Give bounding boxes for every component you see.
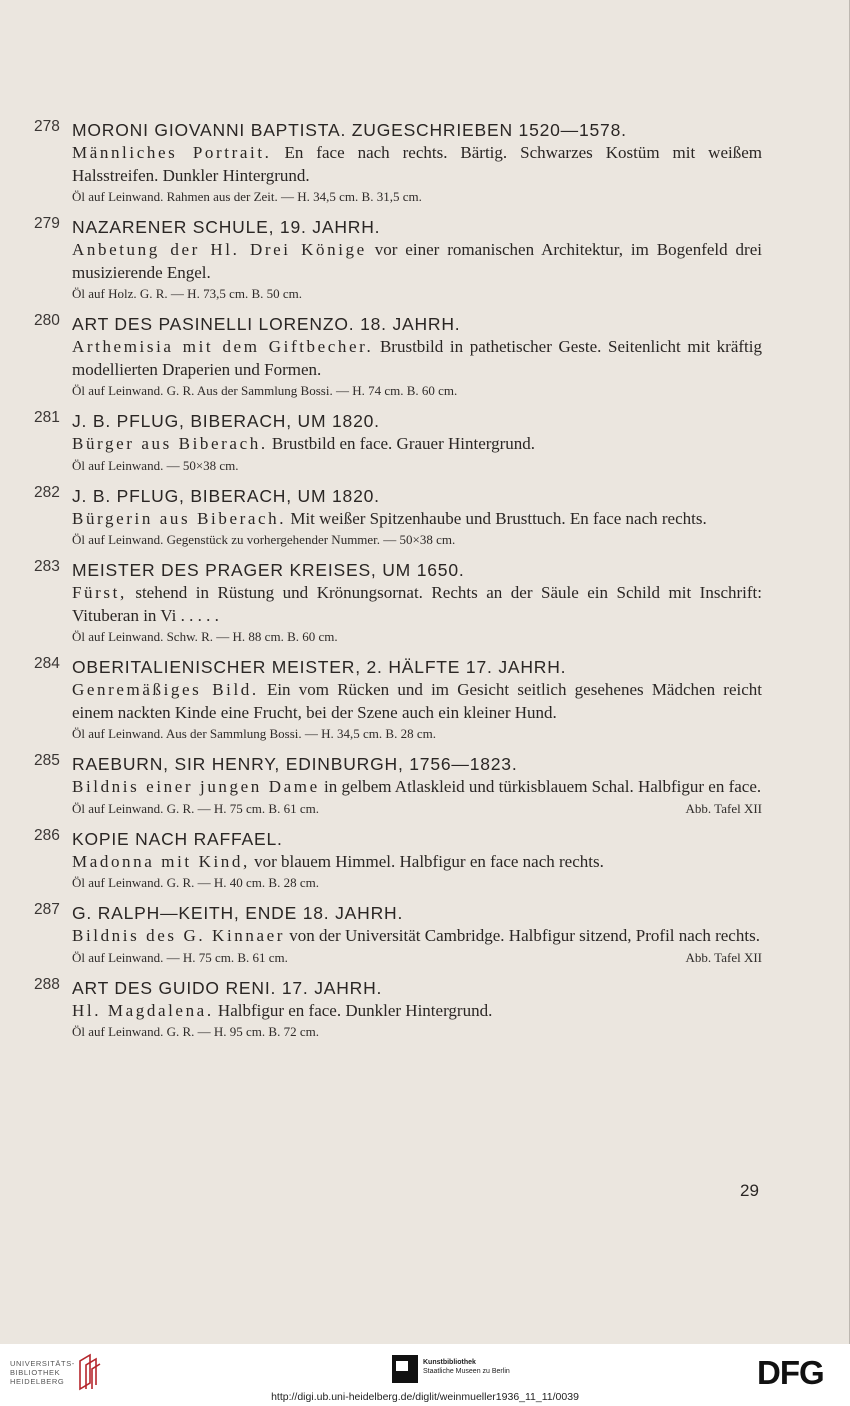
catalog-entry [34,409,762,475]
entry-heading: KOPIE NACH RAFFAEL. [72,828,283,849]
technique-text: Öl auf Holz. G. R. — H. 73,5 cm. B. 50 cm. [72,286,303,301]
catalog-entry [34,312,762,400]
entry-heading: J. B. PFLUG, BIBERACH, UM 1820. [72,485,380,506]
artwork-title: Männliches Portrait. [72,143,272,162]
lot-number: 285 [34,752,60,769]
entry-description [72,1000,762,1023]
entry-heading: NAZARENER SCHULE, 19. JAHRH. [72,217,381,237]
artwork-description: von der Universität Cambridge. Halbfigur sitzend, Profil nach rechts. [285,926,760,945]
entry-description [72,925,762,948]
catalog-entry [34,655,762,743]
artwork-title: Hl. Magdalena. [72,1000,214,1020]
artwork-description: vor einer romanischen Architektur, im Bogenfeld drei musizierende Engel. [72,240,762,282]
entry-technique [72,1022,762,1041]
lot-number: 282 [34,483,60,501]
entry-description [72,508,762,531]
lot-number: 281 [34,409,60,426]
technique-text: Öl auf Leinwand. — 50×38 cm. [72,457,239,473]
plate-reference: Abb. Tafel XII [685,800,762,816]
lot-number: 286 [34,826,60,844]
catalog-entry [34,827,762,893]
artwork-description: Brustbild in pathetischer Geste. Seitenlicht mit kräftig modellierten Draperien und Formen. [72,337,762,379]
entry-heading: MEISTER DES PRAGER KREISES, UM 1650. [72,560,465,580]
entry-heading: ART DES GUIDO RENI. 17. JAHRH. [72,977,383,998]
catalog-entry [34,752,762,818]
catalog-entry [34,215,762,303]
artwork-description: Mit weißer Spitzenhaube und Brusttuch. En face nach rechts. [286,508,707,528]
technique-text: Öl auf Leinwand. G. R. — H. 40 cm. B. 28 cm. [72,875,319,890]
artwork-title: Genremäßiges Bild. [72,680,259,699]
catalog-entry [34,484,762,550]
entry-technique [72,187,762,206]
artwork-title: Bürgerin aus Biberach. [72,508,287,528]
lot-number: 284 [34,655,60,672]
lot-number: 280 [34,312,60,329]
lot-number: 288 [34,975,60,993]
technique-text: Öl auf Leinwand. G. R. — H. 75 cm. B. 61 cm. [72,800,319,816]
entry-description [72,239,762,284]
catalog-entries [34,118,762,1050]
artwork-title: Fürst, [72,583,127,602]
entry-technique [72,948,762,967]
source-url[interactable]: http://digi.ub.uni-heidelberg.de/diglit/weinmueller1936_11_11/0039 [271,1391,579,1403]
technique-text: Öl auf Leinwand. Gegenstück zu vorhergehender Nummer. — 50×38 cm. [72,532,456,547]
entry-technique [72,284,762,303]
catalog-entry [34,118,762,206]
artwork-description: in gelbem Atlaskleid und türkisblauem Schal. Halbfigur en face. [319,777,762,796]
technique-text: Öl auf Leinwand. G. R. Aus der Sammlung Bossi. — H. 74 cm. B. 60 cm. [72,383,458,398]
technique-text: Öl auf Leinwand. — H. 75 cm. B. 61 cm. [72,949,288,965]
technique-text: Öl auf Leinwand. Schw. R. — H. 88 cm. B. 60 cm. [72,629,338,644]
entry-description [72,776,762,799]
technique-text: Öl auf Leinwand. Rahmen aus der Zeit. — H. 34,5 cm. B. 31,5 cm. [72,189,422,204]
artwork-description: En face nach rechts. Bärtig. Schwarzes Kostüm mit weißem Halsstreifen. Dunkler Hintergrund. [72,143,762,185]
entry-technique [72,799,762,818]
artwork-title: Bildnis des G. Kinnaer [72,926,286,945]
entry-description [72,142,762,187]
page-number: 29 [740,1181,759,1200]
dfg-logo: DFG [757,1354,824,1391]
entry-technique [72,873,762,892]
entry-description [72,582,762,627]
kunstbibliothek-label: Kunstbibliothek Staatliche Museen zu Berlin [423,1359,510,1375]
artwork-title: Madonna mit Kind, [72,851,250,871]
catalog-entry [34,901,762,967]
university-library-logo-icon [76,1353,102,1391]
entry-description [72,679,762,724]
technique-text: Öl auf Leinwand. G. R. — H. 95 cm. B. 72 cm. [72,1024,319,1039]
technique-text: Öl auf Leinwand. Aus der Sammlung Bossi. — H. 34,5 cm. B. 28 cm. [72,726,436,741]
catalog-entry [34,976,762,1042]
entry-heading: MORONI GIOVANNI BAPTISTA. ZUGESCHRIEBEN 1520—1578. [72,120,627,140]
artwork-description: Halbfigur en face. Dunkler Hintergrund. [213,1000,493,1020]
lot-number: 283 [34,558,60,575]
lot-number: 278 [34,118,60,135]
artwork-title: Bürger aus Biberach. [72,434,268,453]
artwork-description: Ein vom Rücken und im Gesicht seitlich gesehenes Mädchen reicht einem nackten Kinde eine Frucht, bei der Szene auch ein kleiner Hund. [72,680,762,722]
entry-heading: OBERITALIENISCHER MEISTER, 2. HÄLFTE 17. JAHRH. [72,657,567,677]
entry-technique [72,381,762,400]
entry-heading: G. RALPH—KEITH, ENDE 18. JAHRH. [72,903,404,923]
artwork-title: Anbetung der Hl. Drei Könige [72,240,367,259]
artwork-title: Bildnis einer jungen Dame [72,777,320,796]
artwork-description: Brustbild en face. Grauer Hintergrund. [267,434,536,453]
entry-description [72,336,762,381]
entry-technique [72,456,762,475]
university-library-name: UNIVERSITÄTS- BIBLIOTHEK HEIDELBERG [10,1359,75,1386]
plate-reference: Abb. Tafel XII [685,949,762,965]
viewer-footer [0,1344,850,1406]
entry-technique [72,530,762,549]
entry-heading: ART DES PASINELLI LORENZO. 18. JAHRH. [72,314,461,334]
lot-number: 279 [34,215,60,232]
entry-description [72,851,762,874]
kunstbibliothek-logo-icon [392,1355,418,1383]
artwork-description: stehend in Rüstung und Krönungsornat. Rechts an der Säule ein Schild mit Inschrift: Vituberan in Vi . . . . . [72,583,762,625]
entry-heading: RAEBURN, SIR HENRY, EDINBURGH, 1756—1823. [72,754,518,774]
entry-description [72,433,762,456]
artwork-description: vor blauem Himmel. Halbfigur en face nach rechts. [249,851,604,871]
lot-number: 287 [34,901,60,918]
artwork-title: Arthemisia mit dem Giftbecher. [72,337,374,356]
entry-heading: J. B. PFLUG, BIBERACH, UM 1820. [72,411,380,431]
catalog-entry [34,558,762,646]
entry-technique [72,724,762,743]
entry-technique [72,627,762,646]
